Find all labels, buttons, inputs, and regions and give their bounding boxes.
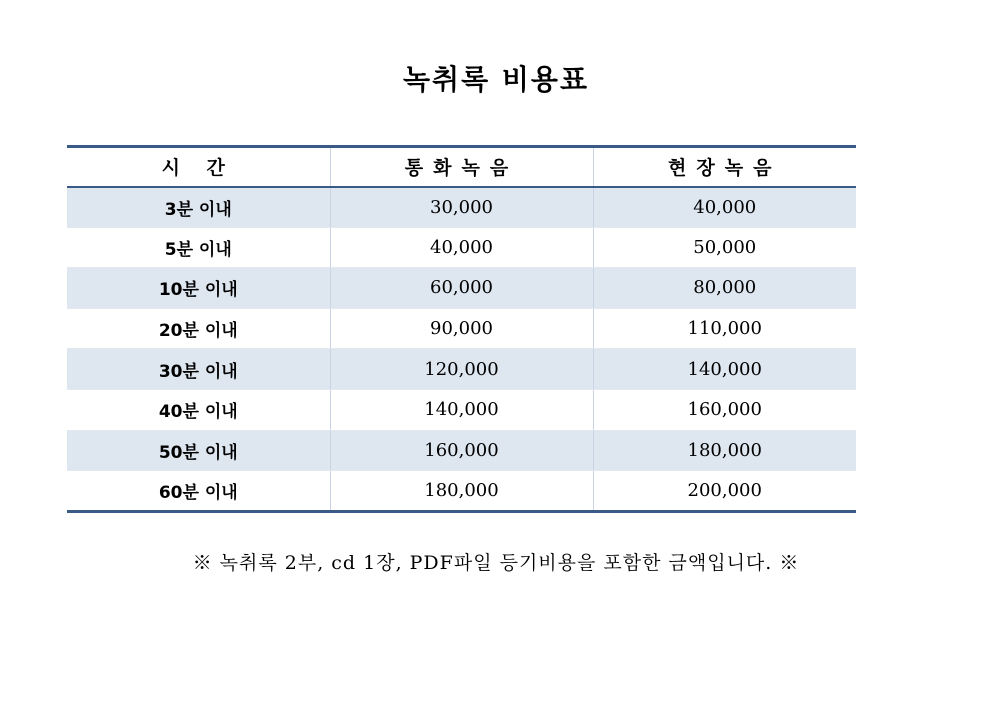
phone-fee-cell: 40,000 [330,227,593,268]
onsite-fee-cell: 200,000 [593,471,856,512]
footnote: ※ 녹취록 2부, cd 1장, PDF파일 등기비용을 포함한 금액입니다. ※ [192,552,800,574]
phone-fee-cell: 160,000 [330,430,593,471]
time-cell: 60분 이내 [67,471,330,512]
phone-fee-cell: 90,000 [330,308,593,349]
phone-fee-cell: 140,000 [330,389,593,430]
onsite-fee-cell: 160,000 [593,389,856,430]
table-row [67,389,856,430]
phone-fee-cell: 30,000 [330,187,593,228]
phone-fee-cell: 60,000 [330,268,593,309]
phone-fee-cell: 180,000 [330,471,593,512]
table-row [67,227,856,268]
document-title: 녹취록 비용표 [402,63,590,96]
onsite-fee-cell: 180,000 [593,430,856,471]
time-cell: 3분 이내 [67,187,330,228]
header-onsite-recording: 현장녹음 [593,147,856,187]
time-cell: 50분 이내 [67,430,330,471]
header-phone-recording: 통화녹음 [330,147,593,187]
onsite-fee-cell: 40,000 [593,187,856,228]
time-cell: 40분 이내 [67,389,330,430]
onsite-fee-cell: 110,000 [593,308,856,349]
table-row [67,308,856,349]
fee-table [67,145,856,513]
table-row [67,430,856,471]
time-cell: 20분 이내 [67,308,330,349]
phone-fee-cell: 120,000 [330,349,593,390]
onsite-fee-cell: 140,000 [593,349,856,390]
header-time: 시 간 [67,147,330,187]
time-cell: 5분 이내 [67,227,330,268]
table-row [67,471,856,512]
table-row [67,268,856,309]
table-row [67,187,856,228]
table-row [67,349,856,390]
time-cell: 30분 이내 [67,349,330,390]
table-header-row [67,147,856,187]
onsite-fee-cell: 80,000 [593,268,856,309]
time-cell: 10분 이내 [67,268,330,309]
onsite-fee-cell: 50,000 [593,227,856,268]
